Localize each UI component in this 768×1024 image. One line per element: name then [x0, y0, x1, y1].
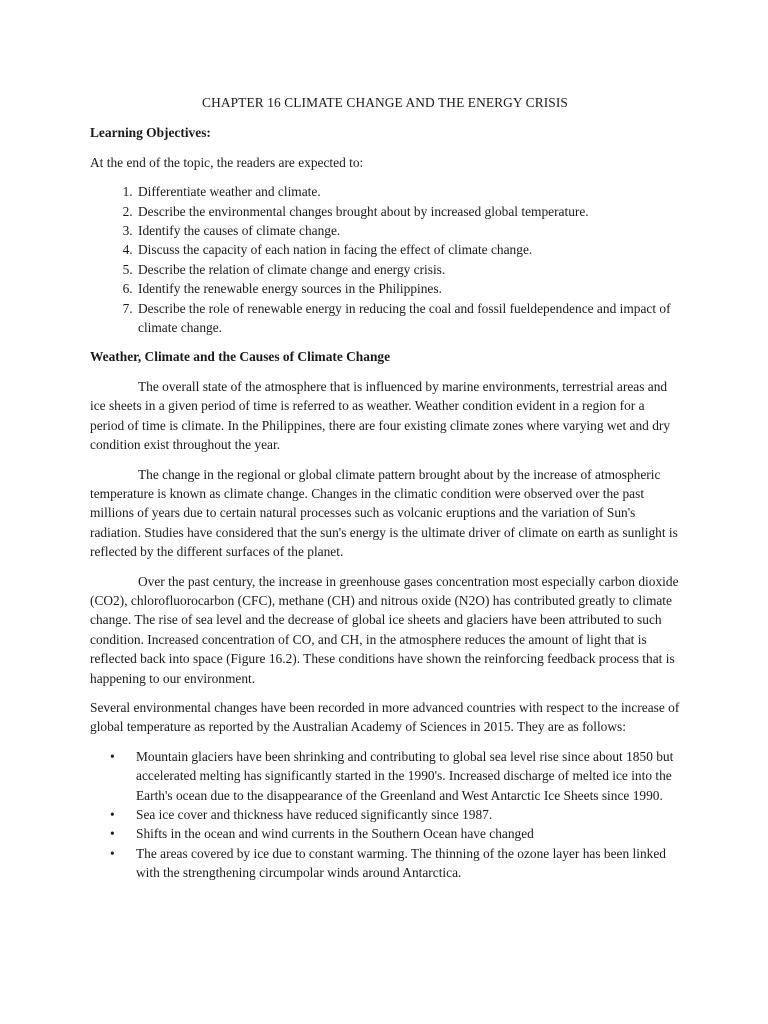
bullet-text: Mountain glaciers have been shrinking and contributing to global sea level rise since about 1850 but accelerated melting has significantly started in the 1990's. Increased discharge of melted ice into the Earth's ocean due to the disappearance of the Greenland and West Antarctic Ice Sheets since 1990.: [136, 748, 674, 803]
objective-item: 3. Identify the causes of climate change.: [136, 221, 680, 240]
bullet-text: The areas covered by ice due to constant warming. The thinning of the ozone layer has been linked with the strengthening circumpolar winds around Antarctica.: [136, 845, 666, 881]
objectives-list: [90, 182, 680, 337]
objective-item: 6. Identify the renewable energy sources in the Philippines.: [136, 279, 680, 298]
objective-item: 5. Describe the relation of climate change and energy crisis.: [136, 260, 680, 279]
bullet-text: Sea ice cover and thickness have reduced significantly since 1987.: [136, 807, 493, 822]
chapter-title: CHAPTER 16 CLIMATE CHANGE AND THE ENERGY CRISIS: [202, 95, 568, 110]
bullet-icon: •: [110, 807, 115, 822]
paragraph-climate-change: The change in the regional or global climate pattern brought about by the increase of atmospheric temperature is known as climate change. Changes in the climatic condition were observed over the past millions of years due to certain natural processes such as volcanic eruptions and the variation of Sun's radiation. Studies have considered that the sun's energy is the ultimate driver of climate on earth as sunlight is reflected by the different surfaces of the planet.: [90, 466, 678, 560]
bullet-icon: •: [110, 826, 115, 842]
objectives-intro: At the end of the topic, the readers are expected to:: [90, 154, 364, 170]
section-heading: Weather, Climate and the Causes of Climate Change: [90, 349, 391, 365]
bullet-item: [110, 824, 680, 843]
objective-item: 7. Describe the role of renewable energy in reducing the coal and fossil fueldependence and impact of climate change.: [136, 299, 680, 338]
bullet-icon: •: [110, 748, 115, 764]
document-content: [90, 93, 680, 883]
learning-objectives-heading: Learning Objectives:: [90, 125, 211, 141]
bullet-item: [110, 844, 680, 883]
bullet-item: [110, 805, 680, 824]
objective-item: 4. Discuss the capacity of each nation in facing the effect of climate change.: [136, 240, 680, 259]
paragraph-environmental-changes: Several environmental changes have been recorded in more advanced countries with respect to the increase of global temperature as reported by the Australian Academy of Sciences in 2015. They are as follows:: [90, 699, 680, 735]
changes-bullet-list: [90, 747, 680, 883]
objective-item: 1. Differentiate weather and climate.: [136, 182, 680, 201]
bullet-text: Shifts in the ocean and wind currents in the Southern Ocean have changed: [136, 826, 534, 842]
objective-item: 2. Describe the environmental changes brought about by increased global temperature.: [136, 202, 680, 221]
paragraph-weather: The overall state of the atmosphere that is influenced by marine environments, terrestrial areas and ice sheets in a given period of time is referred to as weather. Weather condition evident in a region for a period of time is climate. In the Philippines, there are four existing climate zones where varying wet and dry condition exist throughout the year.: [90, 378, 671, 453]
paragraph-greenhouse-gases: Over the past century, the increase in greenhouse gases concentration most especially carbon dioxide (CO2), chlorofluorocarbon (CFC), methane (CH) and nitrous oxide (N2O) has contributed greatly to climate change. The rise of sea level and the decrease of global ice sheets and glaciers have been attributed to such condition. Increased concentration of CO, and CH, in the atmosphere reduces the amount of light that is reflected back into space (Figure 16.2). These conditions have shown the reinforcing feedback process that is happening to our environment.: [90, 573, 679, 686]
bullet-item: [110, 747, 680, 805]
bullet-icon: •: [110, 845, 115, 861]
